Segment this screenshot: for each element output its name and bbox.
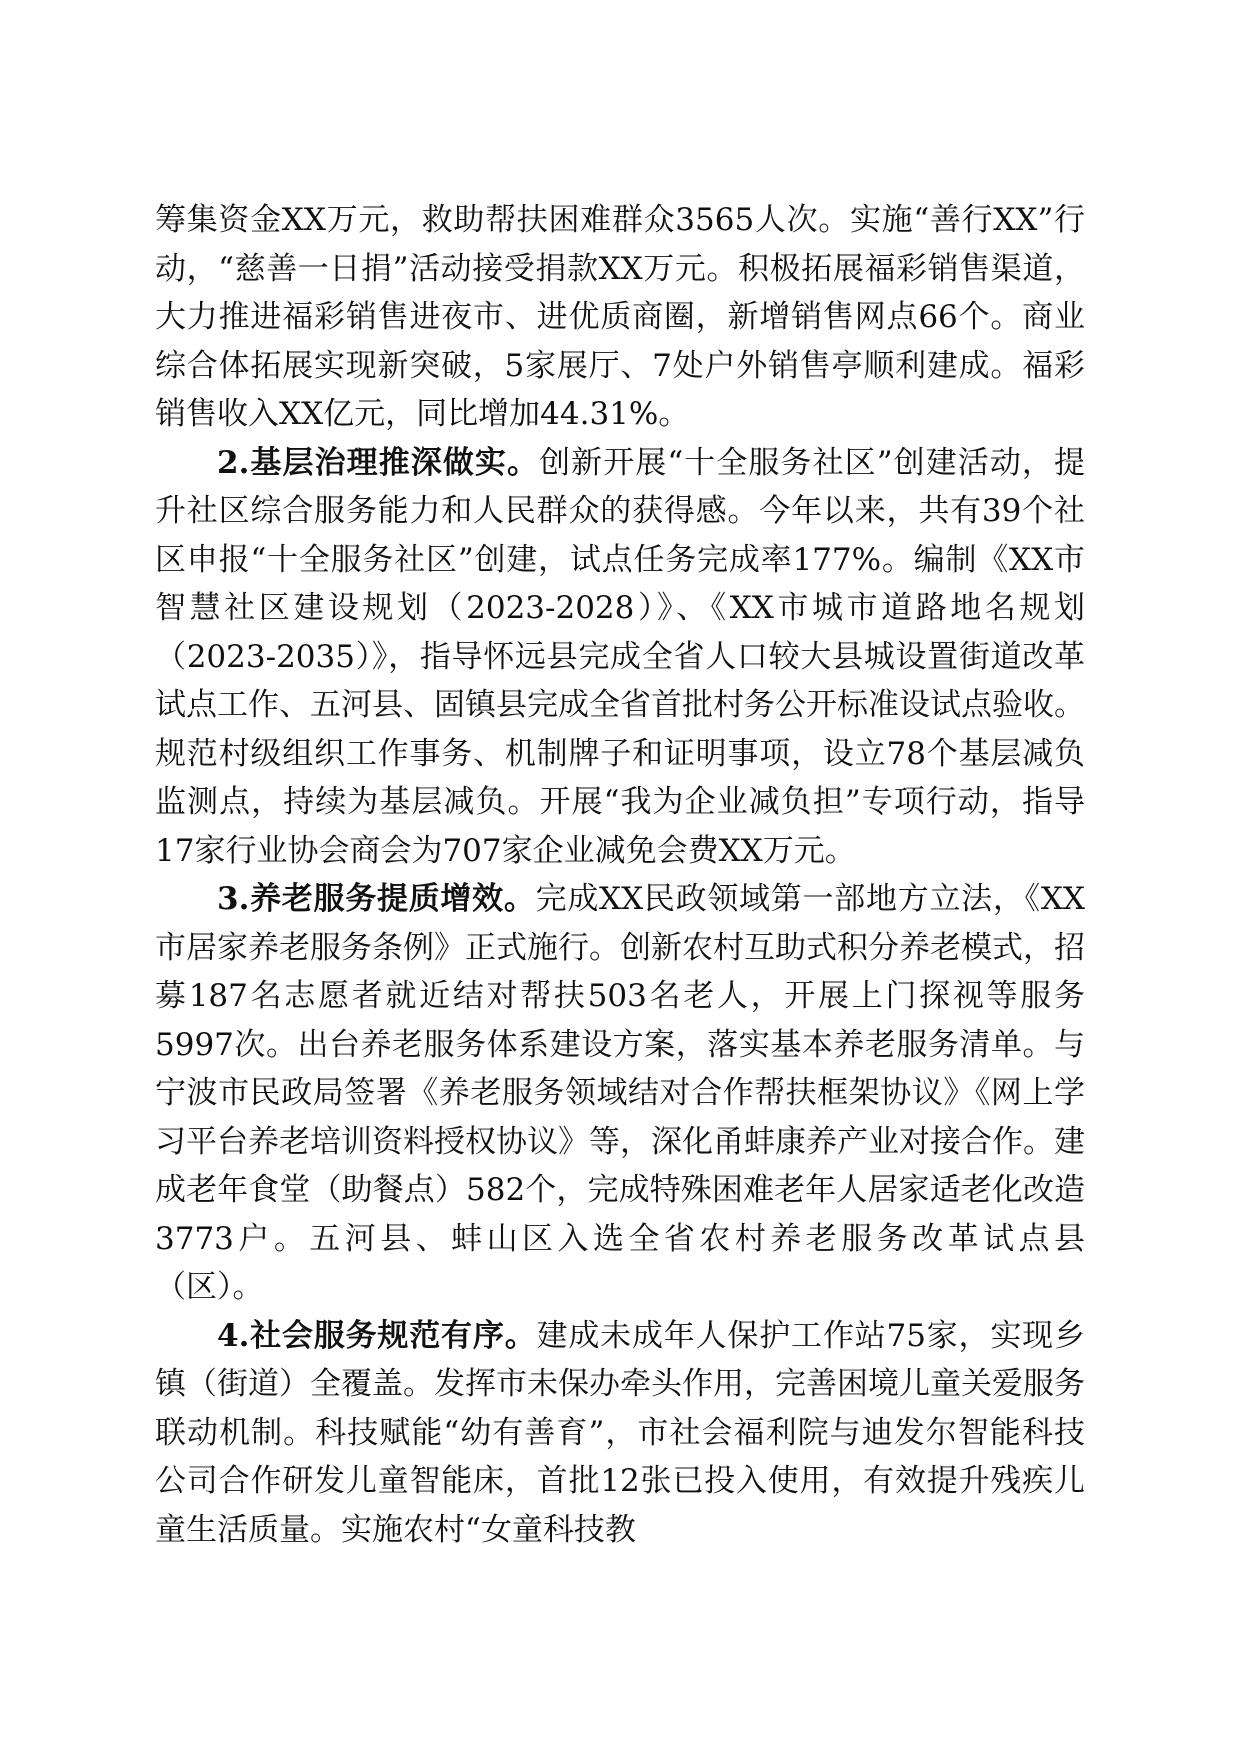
- paragraph-continuation: [155, 196, 1085, 439]
- paragraph-social-services: [155, 1312, 1085, 1555]
- paragraph-heading: 3.养老服务提质增效。: [217, 881, 536, 917]
- paragraph-body: 创新开展“十全服务社区”创建活动，提升社区综合服务能力和人民群众的获得感。今年以来，共有39个社区申报“十全服务社区”创建，试点任务完成率177%。编制《XX市智慧社区建设规划（2023-2028）》、《XX市城市道路地名规划（2023-2035）》，指导怀远县完成全省人口较大县城设置街道改革试点工作、五河县、固镇县完成全省首批村务公开标准设试点验收。规范村级组织工作事务、机制牌子和证明事项，设立78个基层减负监测点，持续为基层减负。开展“我为企业减负担”专项行动，指导17家行业协会商会为707家企业减免会费XX万元。: [155, 444, 1085, 869]
- paragraph-heading: 4.社会服务规范有序。: [217, 1317, 537, 1354]
- paragraph-body: 完成XX民政领域第一部地方立法，《XX市居家养老服务条例》正式施行。创新农村互助式积分养老模式，招募187名志愿者就近结对帮扶503名老人，开展上门探视等服务5997次。出台养老服务体系建设方案，落实基本养老服务清单。与宁波市民政局签署《养老服务领域结对合作帮扶框架协议》《网上学习平台养老培训资料授权协议》等，深化甬蚌康养产业对接合作。建成老年食堂（助餐点）582个，完成特殊困难老年人居家适老化改造3773户。五河县、蚌山区入选全省农村养老服务改革试点县（区）。: [155, 881, 1085, 1305]
- paragraph-body: 建成未成年人保护工作站75家，实现乡镇（街道）全覆盖。发挥市未保办牵头作用，完善困境儿童关爱服务联动机制。科技赋能“幼有善育”，市社会福利院与迪发尔智能科技公司合作研发儿童智能床，首批12张已投入使用，有效提升残疾儿童生活质量。实施农村“女童科技教: [155, 1317, 1085, 1548]
- paragraph-body: 筹集资金XX万元，救助帮扶困难群众3565人次。实施“善行XX”行动，“慈善一日捐”活动接受捐款XX万元。积极拓展福彩销售渠道，大力推进福彩销售进夜市、进优质商圈，新增销售网点66个。商业综合体拓展实现新突破，5家展厅、7处户外销售亭顺利建成。福彩销售收入XX亿元，同比增加44.31%。: [155, 202, 1085, 432]
- document-page: [155, 196, 1085, 1554]
- paragraph-grassroots-governance: [155, 439, 1085, 876]
- paragraph-heading: 2.基层治理推深做实。: [217, 444, 540, 481]
- paragraph-elderly-care: [155, 875, 1085, 1312]
